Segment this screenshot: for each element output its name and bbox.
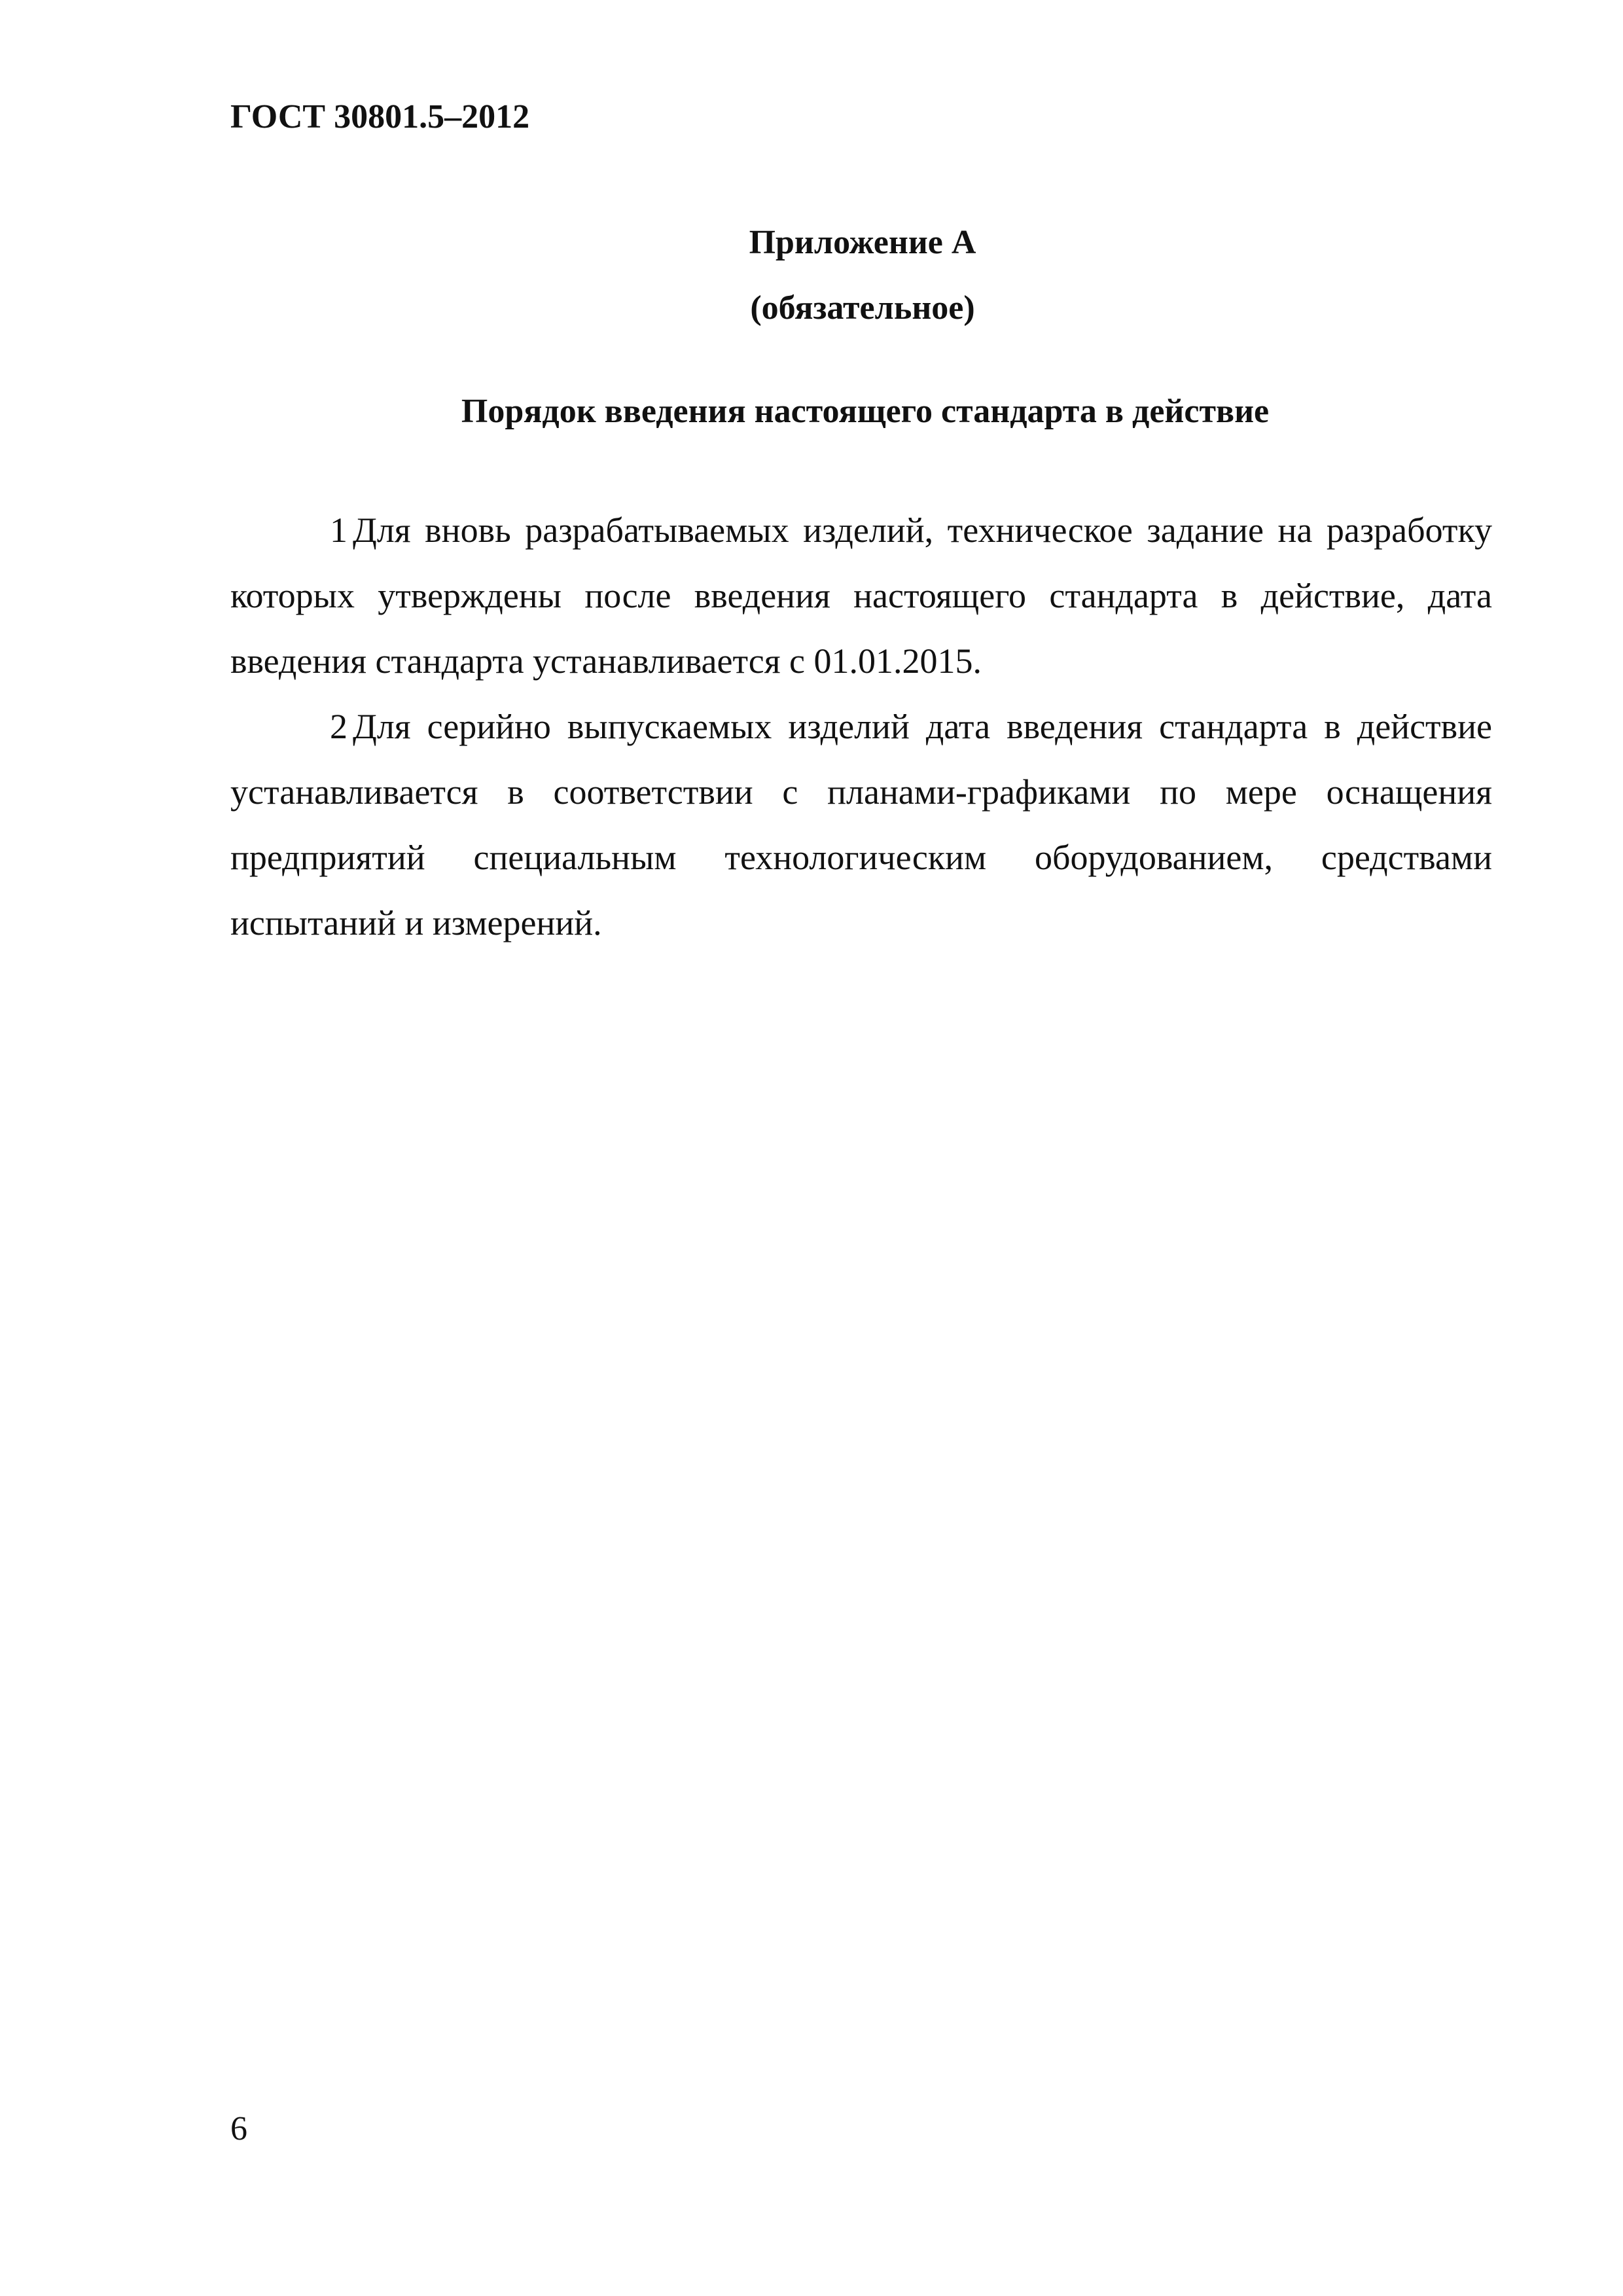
annex-title: Приложение А <box>749 224 976 261</box>
paragraph-1-text: Для вновь разрабатываемых изделий, техническое задание на разработку которых утверждены после введения настоящего стандарта в действие, дата введения стандарта устанавливается с 01.01.2015. <box>230 511 1492 681</box>
annex-status: (обязательное) <box>750 289 975 327</box>
standard-code-header: ГОСТ 30801.5–2012 <box>230 98 530 135</box>
body-text <box>230 497 1492 956</box>
paragraph-1-number: 1 <box>330 511 348 550</box>
page-number: 6 <box>230 2110 247 2147</box>
paragraph-2-text: Для серийно выпускаемых изделий дата введения стандарта в действие устанавливается в соответствии с планами-графиками по мере оснащения предприятий специальным технологическим оборудованием, средствами испытаний и измерений. <box>230 707 1492 942</box>
paragraph-1 <box>230 497 1492 694</box>
paragraph-2 <box>230 694 1492 956</box>
paragraph-2-number: 2 <box>330 707 348 746</box>
section-heading: Порядок введения настоящего стандарта в действие <box>461 393 1270 430</box>
